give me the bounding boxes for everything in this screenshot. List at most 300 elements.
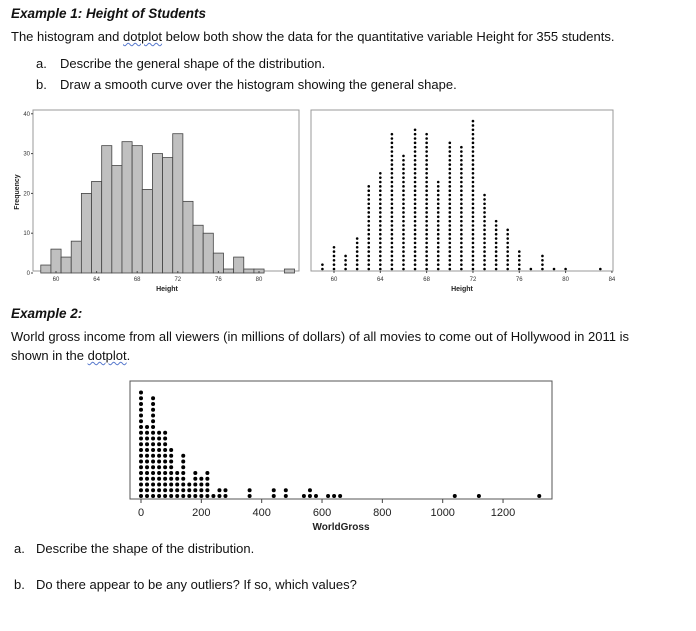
histogram-bar — [92, 181, 102, 273]
dot — [326, 494, 330, 498]
dot — [356, 259, 359, 262]
dot — [248, 494, 252, 498]
item-marker: a. — [36, 56, 47, 71]
dot — [199, 483, 203, 487]
dot — [379, 181, 382, 184]
dot — [472, 255, 475, 258]
dot — [402, 211, 405, 214]
dot — [425, 142, 428, 145]
dot — [506, 237, 509, 240]
dot — [425, 150, 428, 153]
dot — [157, 483, 161, 487]
x-tick-label: 76 — [215, 277, 222, 283]
dot — [425, 237, 428, 240]
dot — [379, 198, 382, 201]
dot — [414, 168, 417, 171]
dot — [449, 202, 452, 205]
dot — [402, 172, 405, 175]
histogram-bar — [223, 269, 233, 273]
dot — [437, 198, 440, 201]
dot — [223, 494, 227, 498]
x-axis-label: WorldGross — [312, 522, 370, 533]
dot — [483, 229, 486, 232]
dot — [181, 477, 185, 481]
dot — [272, 494, 276, 498]
dot — [564, 268, 567, 271]
dot — [379, 229, 382, 232]
dot — [472, 176, 475, 179]
dot — [379, 255, 382, 258]
dot — [379, 242, 382, 245]
histogram-bar — [193, 225, 203, 273]
dot — [367, 233, 370, 236]
dot — [472, 163, 475, 166]
dot — [483, 242, 486, 245]
x-tick-label: 84 — [608, 277, 616, 283]
dot — [139, 448, 143, 452]
dot — [414, 133, 417, 136]
histogram-bar — [41, 265, 51, 273]
dot — [284, 494, 288, 498]
dot — [163, 465, 167, 469]
dot — [169, 460, 173, 464]
dot — [151, 494, 155, 498]
dot — [449, 237, 452, 240]
dot — [391, 185, 394, 188]
dot — [472, 220, 475, 223]
dot — [483, 259, 486, 262]
dot — [391, 255, 394, 258]
dot — [460, 150, 463, 153]
dot — [139, 494, 143, 498]
dot — [175, 471, 179, 475]
dot — [199, 477, 203, 481]
dot — [151, 408, 155, 412]
dot — [145, 471, 149, 475]
dot — [449, 194, 452, 197]
dot — [391, 133, 394, 136]
dot — [139, 437, 143, 441]
dot — [425, 224, 428, 227]
dot — [379, 224, 382, 227]
x-tick-label: 60 — [330, 277, 338, 283]
dot — [163, 477, 167, 481]
dot — [472, 268, 475, 271]
dot — [483, 207, 486, 210]
dot — [391, 155, 394, 158]
x-tick-label: 68 — [133, 277, 141, 283]
dot — [541, 263, 544, 266]
dot — [151, 448, 155, 452]
dot — [151, 442, 155, 446]
dot — [333, 255, 336, 258]
dot — [391, 246, 394, 249]
dot — [414, 172, 417, 175]
x-tick-label: 64 — [93, 277, 100, 283]
worldgross-dotplot — [130, 381, 552, 533]
x-tick-label: 1000 — [430, 507, 455, 519]
dot — [402, 233, 405, 236]
dot — [460, 216, 463, 219]
dot — [425, 194, 428, 197]
dot — [472, 216, 475, 219]
dot — [437, 224, 440, 227]
dot — [472, 263, 475, 266]
dot — [356, 250, 359, 253]
dot — [181, 494, 185, 498]
dot — [193, 494, 197, 498]
x-tick-label: 200 — [192, 507, 211, 519]
dot — [321, 263, 324, 266]
dot — [437, 263, 440, 266]
histogram-bar — [234, 257, 244, 273]
dot — [333, 246, 336, 249]
dot — [402, 224, 405, 227]
dot — [472, 181, 475, 184]
dot — [425, 216, 428, 219]
dot — [495, 242, 498, 245]
dot — [402, 242, 405, 245]
dot — [414, 176, 417, 179]
x-tick-label: 68 — [423, 277, 430, 283]
dot — [402, 176, 405, 179]
dot — [449, 150, 452, 153]
dot — [139, 488, 143, 492]
dot — [187, 488, 191, 492]
dot — [187, 483, 191, 487]
dot — [483, 224, 486, 227]
dot — [193, 488, 197, 492]
line2-text: shown in the — [11, 348, 88, 363]
dot — [367, 185, 370, 188]
dot — [284, 488, 288, 492]
dot — [495, 224, 498, 227]
histogram-bar — [112, 166, 122, 273]
dot — [472, 120, 475, 123]
histogram-bar — [284, 269, 294, 273]
dot — [151, 419, 155, 423]
dot — [139, 460, 143, 464]
histogram-bar — [142, 189, 152, 273]
dot — [367, 246, 370, 249]
dot — [483, 246, 486, 249]
dot — [391, 207, 394, 210]
dot — [449, 181, 452, 184]
dot — [321, 268, 324, 271]
histogram-bar — [51, 249, 61, 273]
dot — [367, 202, 370, 205]
dot — [506, 268, 509, 271]
dot — [472, 202, 475, 205]
dot — [437, 268, 440, 271]
dot — [163, 437, 167, 441]
dot — [163, 460, 167, 464]
dot — [139, 402, 143, 406]
dot — [391, 202, 394, 205]
dot — [333, 250, 336, 253]
dot — [402, 229, 405, 232]
dot — [472, 229, 475, 232]
x-tick-label: 72 — [469, 277, 477, 283]
dot — [367, 220, 370, 223]
dot — [437, 246, 440, 249]
dot — [367, 211, 370, 214]
dot — [483, 198, 486, 201]
dot — [211, 494, 215, 498]
dot — [495, 268, 498, 271]
dot — [223, 488, 227, 492]
dot — [425, 146, 428, 149]
dot — [402, 185, 405, 188]
dot — [367, 250, 370, 253]
dot — [449, 163, 452, 166]
dot — [402, 181, 405, 184]
dot — [333, 268, 336, 271]
dot — [199, 488, 203, 492]
dot — [344, 263, 347, 266]
dot — [379, 202, 382, 205]
dot — [537, 494, 541, 498]
dot — [449, 229, 452, 232]
dot — [437, 189, 440, 192]
dot — [449, 146, 452, 149]
dot — [460, 163, 463, 166]
dot — [205, 471, 209, 475]
dot — [391, 137, 394, 140]
dot — [157, 437, 161, 441]
dot — [414, 259, 417, 262]
dot — [379, 250, 382, 253]
dot — [379, 233, 382, 236]
dot — [506, 229, 509, 232]
dot — [460, 194, 463, 197]
dot — [157, 454, 161, 458]
dot — [437, 185, 440, 188]
histogram-bar — [152, 154, 162, 273]
y-tick-label: 20 — [23, 191, 30, 198]
dot — [333, 259, 336, 262]
dot — [449, 224, 452, 227]
dot — [599, 268, 602, 271]
dot — [151, 437, 155, 441]
item-marker: b. — [14, 577, 25, 592]
dot — [437, 181, 440, 184]
dot — [181, 471, 185, 475]
dot — [151, 396, 155, 400]
x-tick-label: 400 — [252, 507, 271, 519]
dot — [425, 202, 428, 205]
dot — [402, 259, 405, 262]
dot — [379, 211, 382, 214]
dot — [506, 233, 509, 236]
dot — [391, 233, 394, 236]
dot — [391, 237, 394, 240]
dot — [449, 172, 452, 175]
dot — [139, 483, 143, 487]
dot — [169, 454, 173, 458]
dot — [163, 454, 167, 458]
dot — [391, 216, 394, 219]
x-tick-label: 800 — [373, 507, 392, 519]
histogram-bar — [61, 257, 71, 273]
dot — [391, 159, 394, 162]
dot — [145, 488, 149, 492]
x-tick-label: 80 — [562, 277, 569, 283]
dot — [460, 172, 463, 175]
dot — [495, 229, 498, 232]
dot — [425, 198, 428, 201]
dot — [425, 189, 428, 192]
dot — [333, 263, 336, 266]
dot — [472, 237, 475, 240]
dot — [483, 211, 486, 214]
dot — [414, 233, 417, 236]
dot — [402, 155, 405, 158]
dot — [437, 220, 440, 223]
dot — [414, 163, 417, 166]
dot — [332, 494, 336, 498]
dot — [379, 194, 382, 197]
dot — [391, 189, 394, 192]
dot — [460, 159, 463, 162]
histogram-bar — [183, 201, 193, 273]
dot — [472, 185, 475, 188]
dot — [460, 146, 463, 149]
dot — [145, 454, 149, 458]
dot — [181, 488, 185, 492]
dot — [367, 216, 370, 219]
dot — [314, 494, 318, 498]
dot — [414, 142, 417, 145]
dot — [151, 471, 155, 475]
dot — [437, 237, 440, 240]
dot — [483, 250, 486, 253]
dot — [437, 216, 440, 219]
dot — [425, 168, 428, 171]
dot — [414, 155, 417, 158]
dot — [541, 268, 544, 271]
dot — [425, 176, 428, 179]
dot — [425, 137, 428, 140]
dot — [169, 477, 173, 481]
dot — [344, 259, 347, 262]
dot — [391, 268, 394, 271]
dot — [449, 242, 452, 245]
dot — [145, 442, 149, 446]
dot — [414, 198, 417, 201]
dot — [391, 259, 394, 262]
dot — [205, 488, 209, 492]
dot — [414, 202, 417, 205]
dot — [205, 483, 209, 487]
dot — [472, 146, 475, 149]
dot — [495, 263, 498, 266]
dot — [472, 242, 475, 245]
dot — [163, 431, 167, 435]
dot — [495, 233, 498, 236]
dot — [472, 224, 475, 227]
dot — [449, 142, 452, 145]
dot — [437, 194, 440, 197]
dot — [163, 442, 167, 446]
dot — [449, 255, 452, 258]
dot — [425, 246, 428, 249]
item-text: Draw a smooth curve over the histogram showing the general shape. — [60, 77, 457, 92]
dot — [402, 189, 405, 192]
dot — [506, 250, 509, 253]
dot — [460, 185, 463, 188]
dot — [449, 259, 452, 262]
dot — [402, 207, 405, 210]
dot — [495, 246, 498, 249]
dot — [391, 211, 394, 214]
dot — [367, 259, 370, 262]
dot — [157, 494, 161, 498]
dot — [472, 246, 475, 249]
dot — [425, 181, 428, 184]
dot — [391, 263, 394, 266]
dot — [187, 494, 191, 498]
y-tick-label: 0 — [26, 271, 30, 277]
x-tick-label: 1200 — [490, 507, 516, 519]
dot — [308, 488, 312, 492]
item-text: Describe the shape of the distribution. — [36, 541, 255, 556]
dot — [449, 155, 452, 158]
dot — [193, 483, 197, 487]
dot — [483, 268, 486, 271]
dot — [181, 483, 185, 487]
dot — [472, 189, 475, 192]
dot — [506, 263, 509, 266]
dot — [157, 448, 161, 452]
dot — [145, 494, 149, 498]
dot — [402, 198, 405, 201]
dot — [460, 237, 463, 240]
dot — [151, 477, 155, 481]
dot — [302, 494, 306, 498]
dot — [460, 229, 463, 232]
dot — [449, 168, 452, 171]
dot — [402, 159, 405, 162]
dot — [460, 263, 463, 266]
dot — [379, 216, 382, 219]
dot — [391, 172, 394, 175]
dot — [169, 465, 173, 469]
dot — [472, 259, 475, 262]
dot — [169, 471, 173, 475]
dot — [449, 176, 452, 179]
intro-dotplot-word: dotplot — [123, 29, 163, 44]
dot — [425, 250, 428, 253]
dot — [272, 488, 276, 492]
dot — [175, 483, 179, 487]
dot — [379, 207, 382, 210]
dot — [169, 448, 173, 452]
item-text: Do there appear to be any outliers? If so, which values? — [36, 577, 357, 592]
dot — [145, 425, 149, 429]
dot — [460, 198, 463, 201]
dot — [437, 259, 440, 262]
dot — [425, 268, 428, 271]
dot — [391, 176, 394, 179]
dot — [157, 460, 161, 464]
dot — [391, 163, 394, 166]
dot — [414, 246, 417, 249]
dot — [402, 250, 405, 253]
dot — [437, 250, 440, 253]
dot — [425, 220, 428, 223]
histogram-bar — [81, 193, 91, 273]
